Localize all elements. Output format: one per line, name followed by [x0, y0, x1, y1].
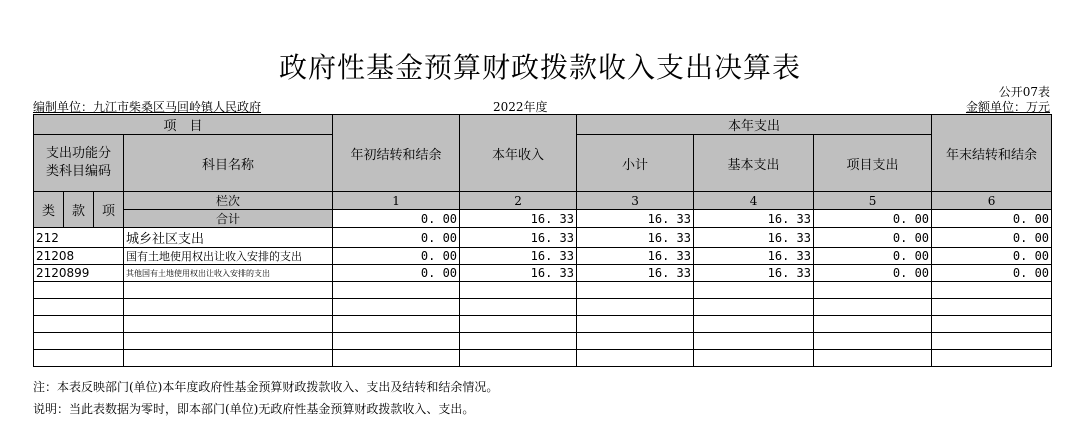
row-value: 0. 00: [932, 248, 1052, 265]
header-subject-name: 科目名称: [124, 135, 333, 192]
header-subtotal: 小计: [577, 135, 694, 192]
row-value: 0. 00: [814, 248, 932, 265]
empty-row: [34, 316, 1052, 333]
total-value: 0. 00: [932, 210, 1052, 228]
header-current-income: 本年收入: [460, 115, 577, 192]
header-closing-balance: 年末结转和结余: [932, 115, 1052, 192]
row-value: 16. 33: [460, 228, 577, 248]
row-value: 16. 33: [694, 265, 814, 282]
amount-unit: 金额单位：万元: [965, 100, 1050, 114]
header-project-expense: 项目支出: [814, 135, 932, 192]
header-current-expense: 本年支出: [577, 115, 932, 135]
row-value: 0. 00: [932, 228, 1052, 248]
total-row: [34, 210, 1052, 228]
header-item: 项 目: [34, 115, 333, 135]
form-number: 公开07表: [998, 85, 1050, 99]
header-category-code: 支出功能分类科目编码: [34, 135, 124, 192]
row-code: 212: [34, 228, 124, 248]
compiling-unit: 编制单位：九江市柴桑区马回岭镇人民政府: [33, 100, 262, 114]
row-value: 0. 00: [333, 265, 460, 282]
total-value: 16. 33: [694, 210, 814, 228]
row-name: 国有土地使用权出让收入安排的支出: [124, 248, 333, 265]
column-number-4: 4: [694, 192, 814, 210]
row-value: 16. 33: [577, 248, 694, 265]
column-number-6: 6: [932, 192, 1052, 210]
header-basic-expense: 基本支出: [694, 135, 814, 192]
row-value: 16. 33: [577, 265, 694, 282]
row-value: 16. 33: [694, 228, 814, 248]
row-value: 16. 33: [460, 248, 577, 265]
total-value: 0. 00: [333, 210, 460, 228]
column-number-1: 1: [333, 192, 460, 210]
header-lei: 类: [34, 192, 64, 228]
total-value: 16. 33: [577, 210, 694, 228]
row-value: 0. 00: [333, 228, 460, 248]
row-code: 21208: [34, 248, 124, 265]
header-column-no: 栏次: [124, 192, 333, 210]
row-value: 0. 00: [333, 248, 460, 265]
empty-row: [34, 350, 1052, 367]
table-row: [34, 265, 1052, 282]
row-value: 16. 33: [460, 265, 577, 282]
row-name: 其他国有土地使用权出让收入安排的支出: [124, 265, 333, 282]
fiscal-year: 2022年度: [493, 100, 548, 114]
table-row: [34, 248, 1052, 265]
column-number-2: 2: [460, 192, 577, 210]
explanation-note: 说明：当此表数据为零时，即本部门(单位)无政府性基金预算财政拨款收入、支出。: [33, 402, 475, 416]
row-value: 0. 00: [814, 265, 932, 282]
empty-row: [34, 333, 1052, 350]
total-value: 0. 00: [814, 210, 932, 228]
row-name: 城乡社区支出: [124, 228, 333, 248]
page-title: 政府性基金预算财政拨款收入支出决算表: [278, 51, 801, 84]
total-value: 16. 33: [460, 210, 577, 228]
row-value: 16. 33: [577, 228, 694, 248]
row-value: 16. 33: [694, 248, 814, 265]
column-number-5: 5: [814, 192, 932, 210]
budget-table: [33, 114, 1052, 367]
empty-row: [34, 282, 1052, 299]
header-kuan: 款: [64, 192, 94, 228]
table-row: [34, 228, 1052, 248]
header-opening-balance: 年初结转和结余: [333, 115, 460, 192]
row-value: 0. 00: [814, 228, 932, 248]
row-value: 0. 00: [932, 265, 1052, 282]
column-number-3: 3: [577, 192, 694, 210]
row-code: 2120899: [34, 265, 124, 282]
total-label: 合计: [124, 210, 333, 228]
empty-row: [34, 299, 1052, 316]
footnote: 注：本表反映部门(单位)本年度政府性基金预算财政拨款收入、支出及结转和结余情况。: [33, 380, 499, 394]
header-xiang: 项: [94, 192, 124, 228]
meta-row: [33, 100, 1050, 114]
